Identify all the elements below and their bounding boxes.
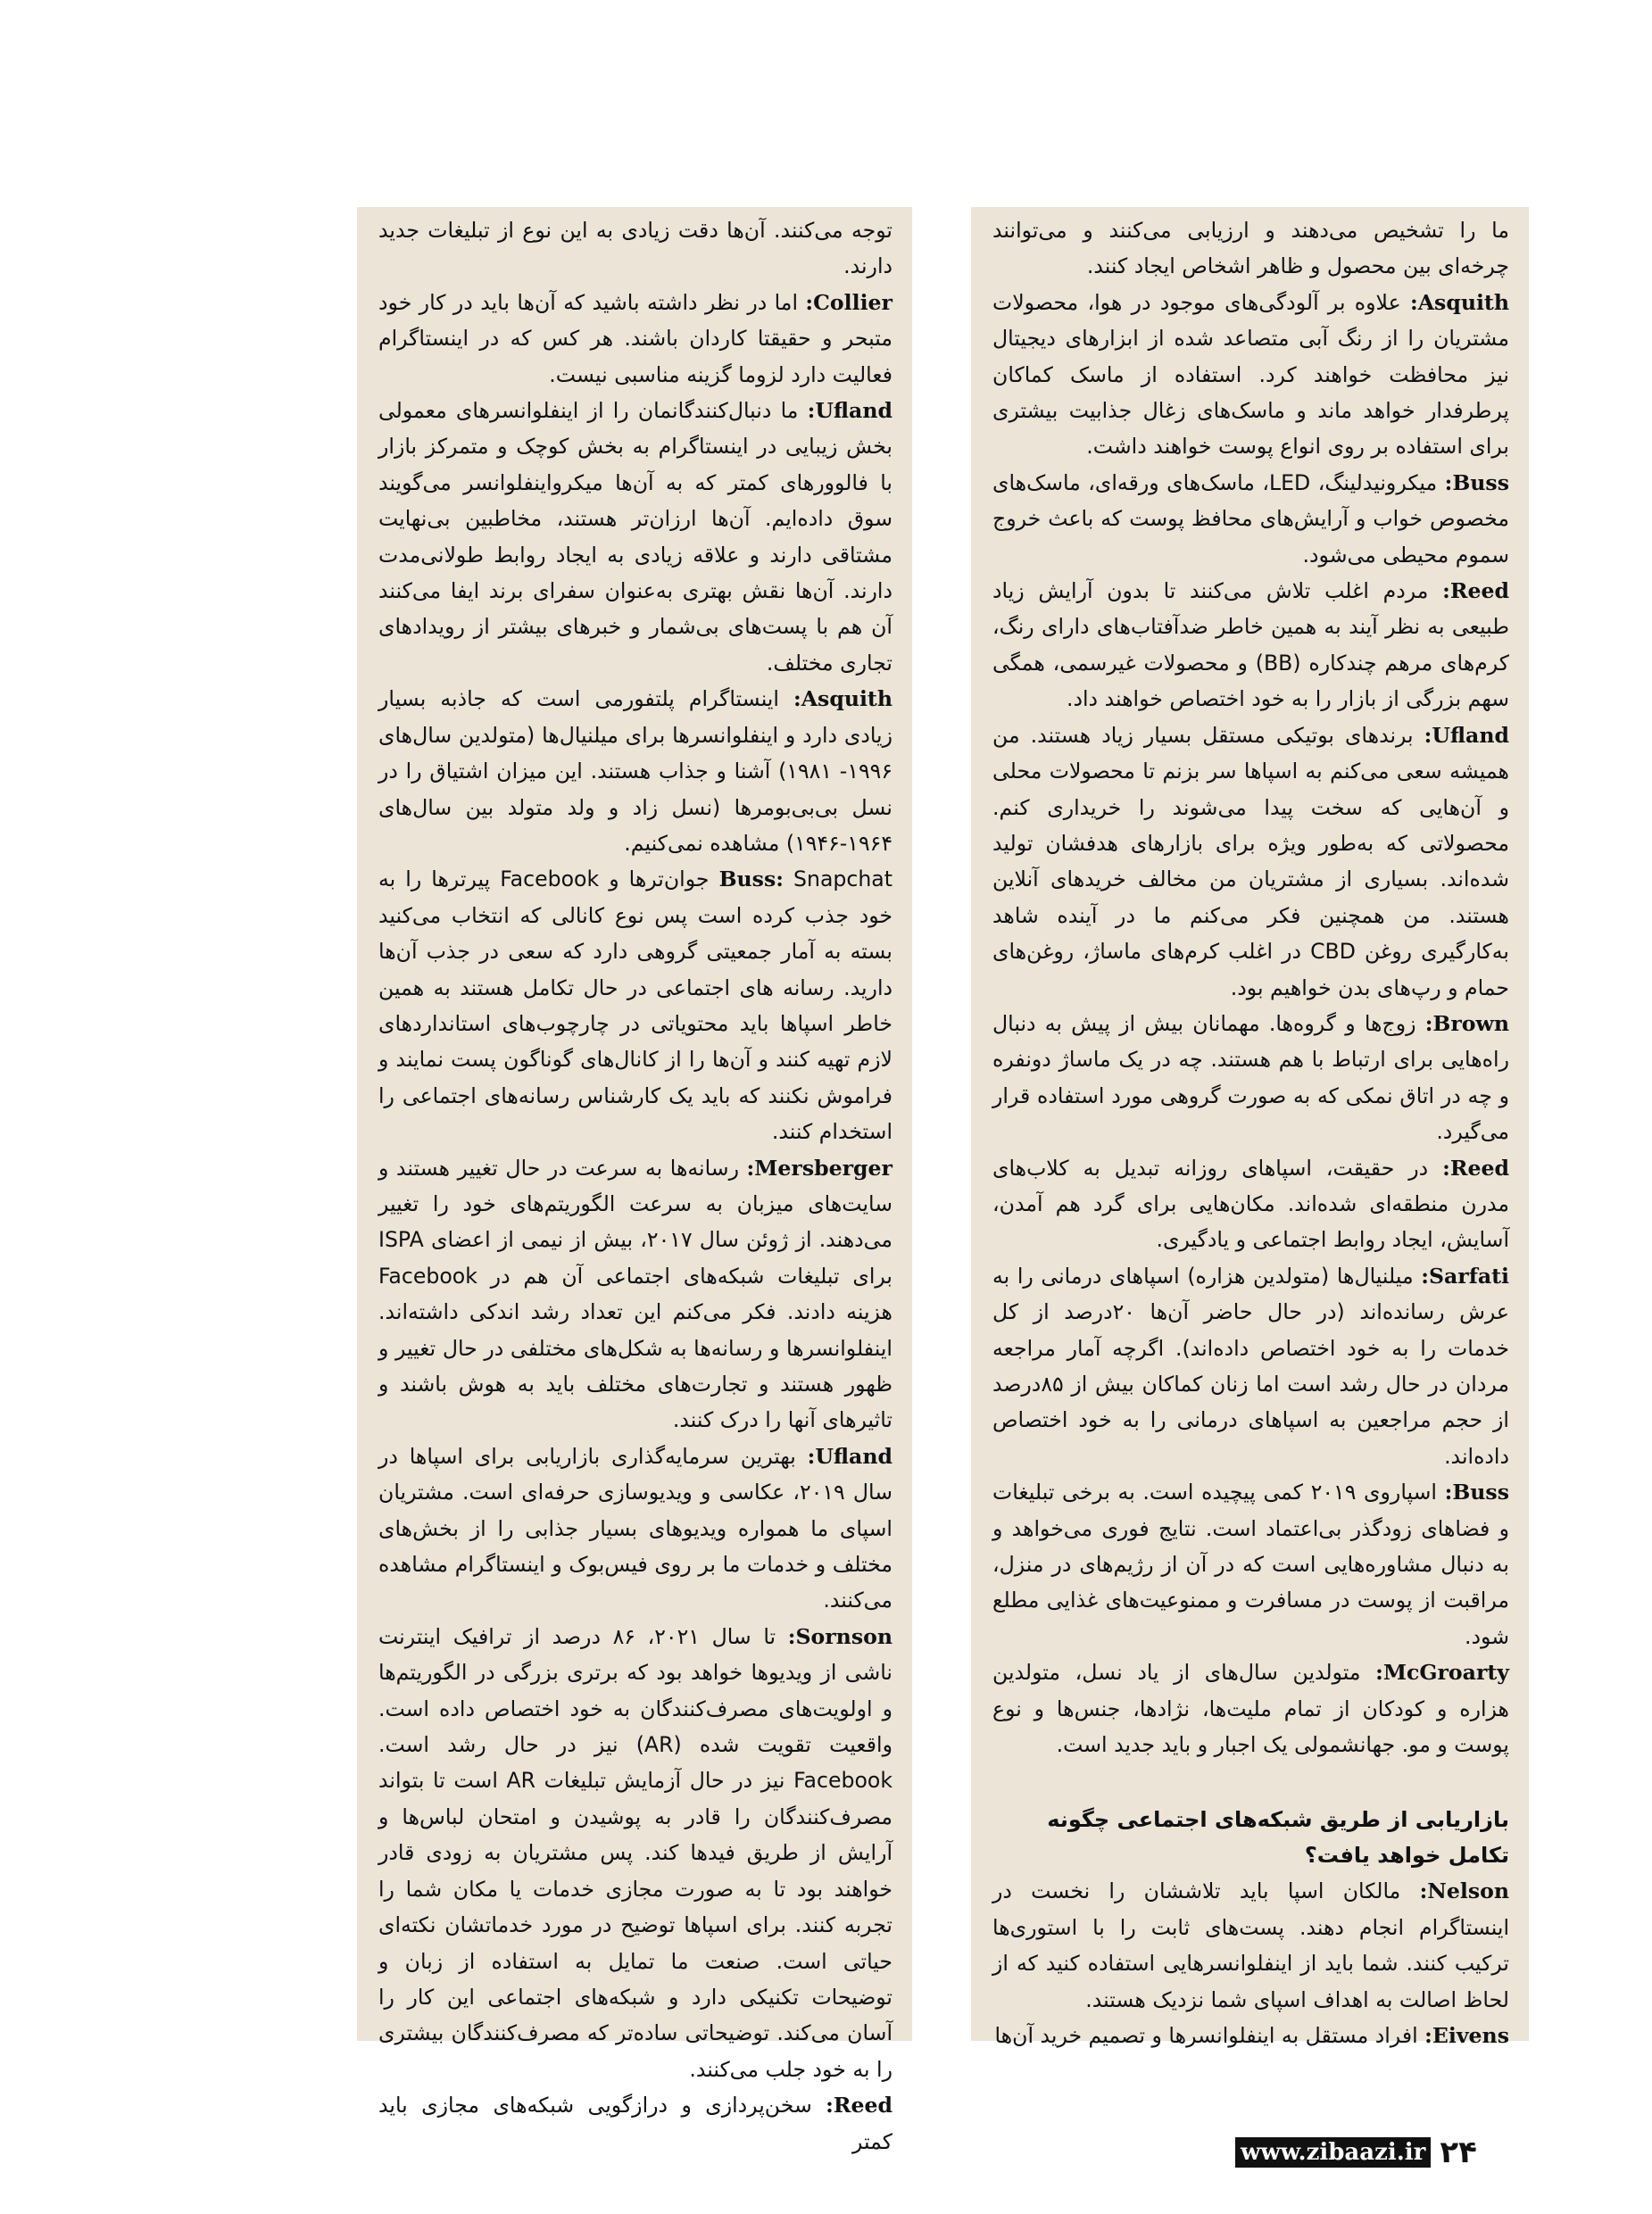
speaker-name: Brown: — [1424, 1010, 1509, 1036]
paragraph-text: برندهای بوتیکی مستقل بسیار زیاد هستند. من همیشه سعی می‌کنم به اسپاها سر بزنم تا محصولات محلی و آن‌هایی که سخت پیدا می‌شوند را خریداری کنم. محصولاتی که به‌طور ویژه برای بازارهای هدفشان تولید شده‌اند. بسیاری از مشتریان من مخالف خریدهای آنلاین هستند. من همچنین فکر می‌کنم ما در آینده شاهد به‌کارگیری روغن CBD در اغلب کرم‌های ماساژ، روغن‌های حمام و رپ‌های بدن خواهیم بود. — [992, 722, 1509, 1000]
paragraph — [992, 1150, 1509, 1258]
paragraph-text: ما دنبال‌کنندگانمان را از اینفلوانسرهای معمولی بخش زیبایی در اینستاگرام به بخش کوچک و متمرکز بازار با فالوورهای کمتر که به آن‌ها میکرواینفلوانسر می‌گویند سوق داده‌ایم. آن‌ها ارزان‌تر هستند، مخاطبین بی‌نهایت مشتاقی دارند و علاقه زیادی به ایجاد روابط طولانی‌مدت دارند. آن‌ها نقش بهتری به‌عنوان سفرای برند ایفا می‌کنند آن هم با پست‌های بی‌شمار و خبرهای بیشتر از رویدادهای تجاری مختلف. — [378, 398, 892, 676]
article-column-left — [357, 207, 912, 2154]
paragraph — [378, 681, 892, 861]
speaker-name: Reed: — [1442, 578, 1509, 604]
paragraph — [992, 573, 1509, 717]
paragraph — [378, 861, 892, 1149]
paragraph-text: تا سال ۲۰۲۱، ۸۶ درصد از ترافیک اینترنت ناشی از ویدیوها خواهد بود که برتری بزرگی در الگوریتم‌ها و اولویت‌های مصرف‌کنندگان به خود اختصاص داده است. واقعیت تقویت شده (AR) نیز در حال رشد است. Facebook نیز در حال آزمایش تبلیغات AR است تا بتواند مصرف‌کنندگان را قادر به پوشیدن و امتحان لباس‌ها و آرایش از طریق فیدها کند. پس مشتریان به زودی قادر خواهند بود تا به صورت مجازی خدمات یا مکان شما را تجربه کنند. برای اسپاها توضیح در مورد خدماتشان نکته‌ای حیاتی است. صنعت ما تمایل به استفاده از زبان و توضیحات تکنیکی دارد و شبکه‌های اجتماعی این کار را آسان می‌کند. توضیحاتی ساده‌تر که مصرف‌کنندگان بیشتری را به خود جلب می‌کنند. — [378, 1623, 892, 2082]
paragraph — [378, 393, 892, 681]
paragraph-text: زوج‌ها و گروه‌ها. مهمانان بیش از پیش به دنبال راه‌هایی برای ارتباط با هم هستند. چه در یک ماساژ دونفره و چه در اتاق نمکی که به صورت گروهی مورد استفاده قرار می‌گیرد. — [992, 1010, 1509, 1145]
speaker-name: Buss: — [718, 867, 784, 892]
page-number: ۲۴ — [1440, 2135, 1477, 2170]
speaker-name: McGroarty: — [1375, 1660, 1509, 1686]
paragraph — [992, 1654, 1509, 1762]
paragraph — [378, 1619, 892, 2087]
speaker-name: Nelson: — [1419, 1878, 1509, 1904]
paragraph — [378, 285, 892, 393]
speaker-name: Ufland: — [807, 1443, 892, 1469]
speaker-name: Asquith: — [1410, 289, 1509, 315]
speaker-name: Mersberger: — [746, 1155, 892, 1181]
paragraph-text: بهترین سرمایه‌گذاری بازاریابی برای اسپاها در سال ۲۰۱۹، عکاسی و ویدیوسازی حرفه‌ای است. مشتریان اسپای ما همواره ویدیوهای بسیار جذابی را از بخش‌های مختلف و خدمات ما بر روی فیس‌بوک و اینستاگرام مشاهده می‌کنند. — [378, 1443, 892, 1613]
paragraph-text: اسپاروی ۲۰۱۹ کمی پیچیده است. به برخی تبلیغات و فضاهای زودگذر بی‌اعتماد است. نتایج فوری می‌خواهد و به دنبال مشاوره‌هایی است که در آن از رژیم‌های در منزل، مراقبت از پوست در مسافرت و ممنوعیت‌های غذایی مطلع شود. — [992, 1480, 1509, 1649]
speaker-name: Asquith: — [793, 686, 892, 712]
paragraph-text: افراد مستقل به اینفلوانسرها و تصمیم خرید آن‌ها — [994, 2023, 1425, 2049]
section-heading: بازاریابی از طریق شبکه‌های اجتماعی چگونه تکامل خواهد یافت؟ — [1047, 1807, 1509, 1869]
paragraph — [992, 285, 1509, 465]
paragraph-text: Snapchat جوان‌ترها و Facebook پیرترها را به خود جذب کرده است پس نوع کانالی که انتخاب می‌کنید بسته به آمار جمعیتی گروهی دارد که سعی در جذب آن‌ها دارید. رسانه های اجتماعی در حال تکامل هستند به همین خاطر اسپاها باید محتویاتی در چارچوب‌های استانداردهای لازم تهیه کنند و آن‌ها را از کانال‌های گوناگون پست نمایند و فراموش نکنند که باید یک کارشناس رسانه‌های اجتماعی را استخدام کنند. — [378, 867, 893, 1145]
paragraph — [378, 1439, 892, 1619]
paragraph — [992, 1258, 1509, 1474]
speaker-name: Ufland: — [807, 398, 892, 424]
paragraph-text: مردم اغلب تلاش می‌کنند تا بدون آرایش زیاد طبیعی به نظر آیند به همین خاطر ضدآفتاب‌های دارای رنگ، کرم‌های مرهم چندکاره (BB) و محصولات غیرسمی، همگی سهم بزرگی از بازار را به خود اختصاص خواهند داد. — [992, 578, 1509, 712]
paragraph-text: اما در نظر داشته باشید که آن‌ها باید در کار خود متبحر و حقیقتا کاردان باشند. هر کس که در اینستاگرام فعالیت دارد لزوما گزینه مناسبی نیست. — [378, 289, 892, 387]
paragraph-text: اینستاگرام پلتفورمی است که جاذبه بسیار زیادی دارد و اینفلوانسرها برای میلنیال‌ها (متولدین سال‌های ۱۹۹۶- ۱۹۸۱) آشنا و جذاب هستند. این میزان اشتیاق را در نسل بی‌بی‌بومرها (نسل زاد و ولد متولد بین سال‌های ۱۹۶۴-۱۹۴۶) مشاهده نمی‌کنیم. — [378, 686, 893, 856]
paragraph-text: سخن‌پردازی و درازگویی شبکه‌های مجازی باید کمتر — [378, 2093, 892, 2154]
paragraph — [378, 2087, 892, 2160]
website-link[interactable]: www.zibaazi.ir — [1235, 2137, 1431, 2168]
paragraph-text: میکرونیدلینگ، LED، ماسک‌های ورقه‌ای، ماسک‌های مخصوص خواب و آرایش‌های محافظ پوست که باعث خروج سموم محیطی می‌شود. — [992, 469, 1509, 568]
speaker-name: Eivens: — [1424, 2023, 1509, 2049]
paragraph — [992, 1873, 1509, 2018]
paragraph-text: رسانه‌ها به سرعت در حال تغییر هستند و سایت‌های میزبان به سرعت الگوریتم‌های خود را تغییر می‌دهند. از ژوئن سال ۲۰۱۷، بیش از نیمی از اعضای ISPA برای تبلیغات شبکه‌های اجتماعی آن هم در Facebook هزینه دادند. فکر می‌کنم این تعداد رشد اندکی داشته‌اند. اینفلوانسرها و رسانه‌ها به شکل‌های مختلفی در حال تغییر و ظهور هستند و تجارت‌های مختلف باید به هوش باشند و تاثیرهای آنها را درک کنند. — [378, 1155, 892, 1433]
paragraph-text: متولدین سال‌های از یاد نسل، متولدین هزاره و کودکان از تمام ملیت‌ها، نژادها، جنس‌ها و نوع پوست و مو. جهانشمولی یک اجبار و باید جدید است. — [992, 1660, 1509, 1758]
paragraph — [992, 2018, 1509, 2053]
speaker-name: Buss: — [1444, 1480, 1509, 1505]
paragraph — [992, 1474, 1509, 1654]
paragraph — [992, 717, 1509, 1006]
speaker-name: Sarfati: — [1421, 1263, 1509, 1289]
article-column-right — [971, 207, 1529, 2049]
speaker-name: Sornson: — [787, 1623, 892, 1649]
paragraph: ما را تشخیص می‌دهند و ارزیابی می‌کنند و می‌توانند چرخه‌ای بین محصول و ظاهر اشخاص ایجاد کنند. — [992, 218, 1509, 279]
paragraph-text: مالکان اسپا باید تلاششان را نخست در اینستاگرام انجام دهند. پست‌های ثابت را با استوری‌ها ترکیب کنند. شما باید از اینفلوانسرهایی استفاده کنید که از لحاظ اصالت به اهداف اسپای شما نزدیک هستند. — [992, 1878, 1509, 2012]
paragraph-text: علاوه بر آلودگی‌های موجود در هوا، محصولات مشتریان را از رنگ آبی متصاعد شده از ابزارهای دیجیتال نیز محافظت خواهند کرد. استفاده از ماسک کماکان پرطرفدار خواهد ماند و ماسک‌های زغال جذابیت بیشتری برای استفاده بر روی انواع پوست خواهند داشت. — [992, 289, 1509, 460]
paragraph — [992, 465, 1509, 573]
paragraph-text: میلنیال‌ها (متولدین هزاره) اسپاهای درمانی را به عرش رسانده‌اند (در حال حاضر آن‌ها ۲۰درصد از کل خدمات را به خود اختصاص داده‌اند). اگرچه آمار مراجعه مردان در حال رشد است اما زنان کماکان بیش از ۸۵درصد از حجم مراجعین به اسپاهای درمانی را به خود اختصاص داده‌اند. — [992, 1263, 1509, 1469]
speaker-name: Collier: — [805, 289, 892, 315]
speaker-name: Reed: — [826, 2093, 892, 2119]
speaker-name: Reed: — [1442, 1155, 1509, 1181]
paragraph-text: در حقیقت، اسپاهای روزانه تبدیل به کلاب‌های مدرن منطقه‌ای شده‌اند. مکان‌هایی برای گرد هم آمدن، آسایش، ایجاد روابط اجتماعی و یادگیری. — [992, 1155, 1509, 1253]
speaker-name: Buss: — [1444, 469, 1509, 495]
page-footer — [1235, 2135, 1477, 2170]
paragraph: توجه می‌کنند. آن‌ها دقت زیادی به این نوع از تبلیغات جدید دارند. — [378, 218, 892, 279]
paragraph — [992, 1006, 1509, 1150]
speaker-name: Ufland: — [1424, 722, 1509, 748]
paragraph — [378, 1150, 892, 1439]
